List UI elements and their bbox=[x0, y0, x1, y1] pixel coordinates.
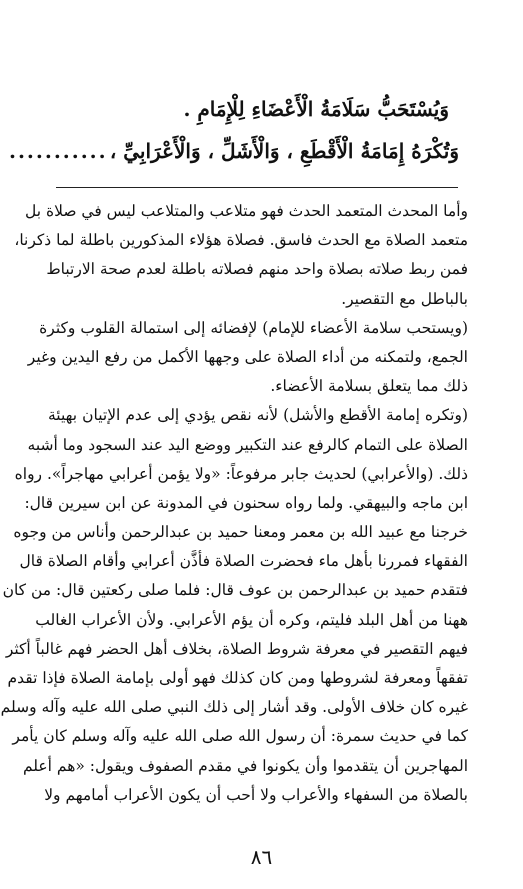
commentary-line: (وتكره إمامة الأقطع والأشل) لأنه نقص يؤدي إلى عدم الإتيان بهيئة bbox=[48, 406, 468, 425]
matn-dots: ........... bbox=[9, 139, 108, 163]
commentary-line: ذلك مما يتعلق بسلامة الأعضاء. bbox=[270, 377, 468, 396]
matn-line-2-row bbox=[9, 130, 459, 172]
matn-commentary-divider bbox=[56, 187, 458, 188]
commentary-line: ذلك. (والأعرابي) لحديث جابر مرفوعاً: «ولا يؤمن أعرابي مهاجراً». رواه bbox=[14, 464, 468, 483]
commentary-line: بالصلاة من السفهاء والأعراب ولا أحب أن يكون الأعراب أمامهم ولا bbox=[44, 785, 468, 804]
commentary-line: فتقدم حميد بن عبدالرحمن بن عوف قال: فلما صلى ركعتين قال: من كان bbox=[2, 581, 468, 600]
matn-text bbox=[9, 88, 459, 172]
commentary-text bbox=[0, 197, 468, 810]
page-number: ٨٦ bbox=[250, 845, 273, 869]
commentary-line: بالباطل مع التقصير. bbox=[341, 289, 468, 308]
commentary-line: الفقهاء فمررنا بأهل ماء فحضرت الصلاة فأذَّن أعرابي وأقام الصلاة قال bbox=[19, 552, 468, 571]
commentary-line: الصلاة على التمام كالرفع عند التكبير ووضع اليد عند السجود وما أشبه bbox=[27, 435, 468, 454]
commentary-line: غيره كان خلاف الأولى. وقد أشار إلى ذلك النبي صلى الله عليه وآله وسلم bbox=[0, 698, 468, 717]
commentary-line: تفقهاً ومعرفة لشروطها ومن كان كذلك فهو أولى بإمامة الصلاة فإذا تقدم bbox=[7, 669, 468, 687]
commentary-line: ههنا من أهل البلد فليتم، وكره أن يؤم الأعرابي. ولأن الأعراب الغالب bbox=[35, 610, 468, 629]
commentary-line: ابن ماجه والبيهقي. ولما رواه سحنون في المدونة عن ابن سيرين قال: bbox=[24, 493, 468, 512]
commentary-line: (ويستحب سلامة الأعضاء للإمام) لإفضائه إلى استمالة القلوب وكثرة bbox=[39, 318, 468, 337]
matn-line-2: وَتُكْرَهُ إِمَامَةُ الْأَقْطَعِ ، وَالْأَشَلِّ ، وَالْأَعْرَابِيِّ ، bbox=[109, 139, 459, 163]
commentary-line: الجمع، ولتمكنه من أداء الصلاة على وجهها الأكمل من رفع اليدين وغير bbox=[27, 347, 468, 366]
commentary-line: فيهم التقصير في معرفة شروط الصلاة، بخلاف أهل الحضر فهم غالباً أكثر bbox=[5, 639, 468, 658]
matn-line-1: وَيُسْتَحَبُّ سَلَامَةُ الْأَعْضَاءِ لِلْإِمَامِ . bbox=[183, 97, 449, 121]
commentary-line: المهاجرين أن يتقدموا وأن يكونوا في مقدم الصفوف ويقول: «هم أعلم bbox=[22, 756, 468, 775]
commentary-line: فمن ربط صلاته بصلاة واحد منهم فصلاته باطلة لعدم صحة الارتباط bbox=[46, 260, 468, 279]
commentary-line: خرجنا مع عبيد الله بن معمر ومعنا حميد بن عبدالرحمن وأناس من وجوه bbox=[13, 523, 468, 542]
commentary-line: كما في حديث سمرة: أن رسول الله صلى الله عليه وآله وسلم كان يأمر bbox=[12, 727, 468, 746]
commentary-line: وأما المحدث المتعمد الحدث فهو متلاعب والمتلاعب ليس في صلاة بل bbox=[24, 202, 468, 220]
commentary-line: متعمد الصلاة مع الحدث فاسق. فصلاة هؤلاء المذكورين باطلة لما ذكرنا، bbox=[14, 231, 468, 250]
